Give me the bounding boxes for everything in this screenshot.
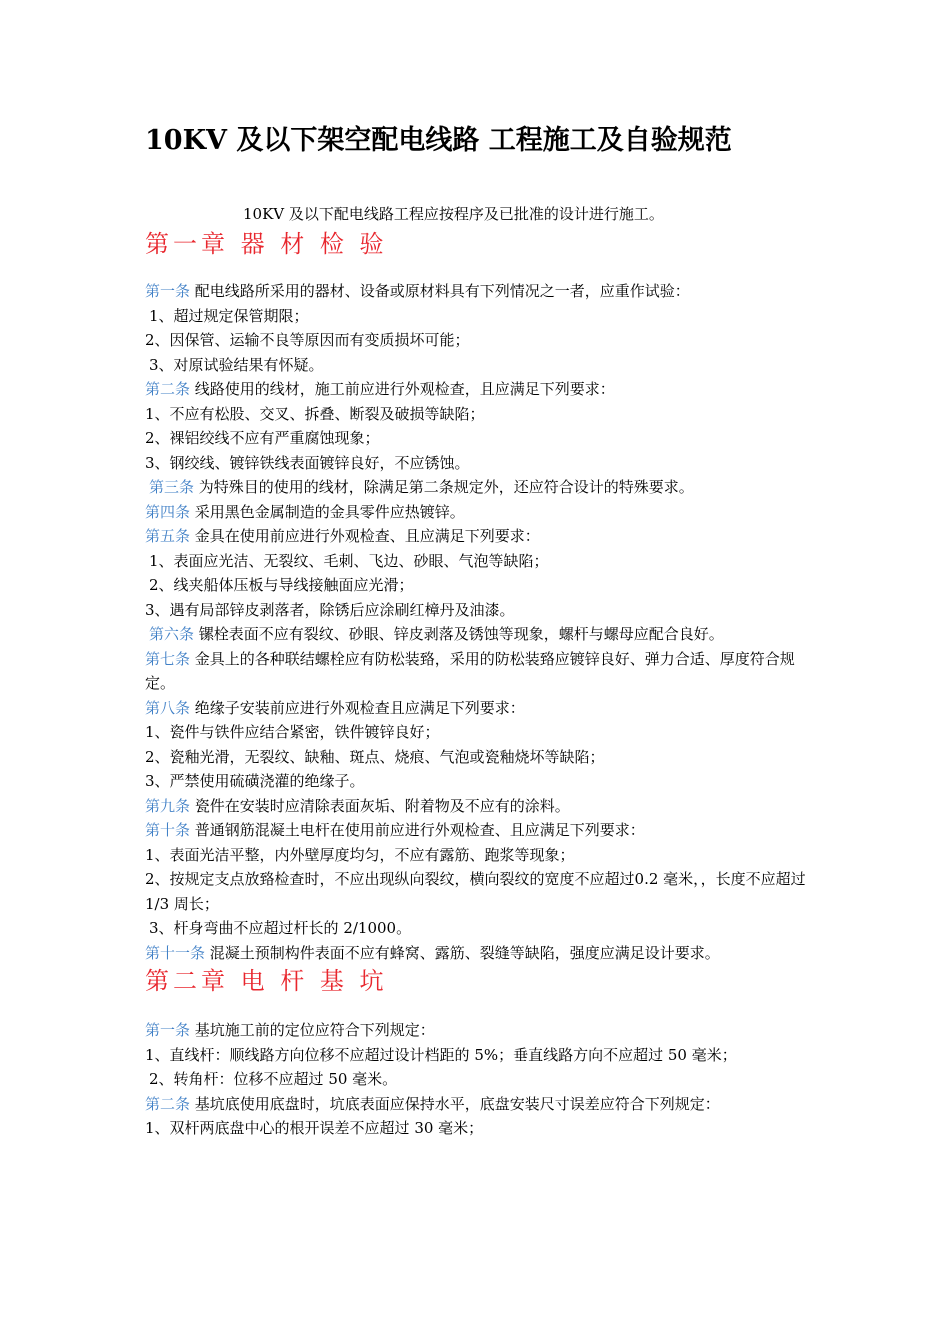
article-text: 镙栓表面不应有裂纹、砂眼、锌皮剥落及锈蚀等现象，螺杆与螺母应配合良好。 (194, 625, 724, 643)
article-text: 基坑底使用底盘时，坑底表面应保持水平，底盘安装尺寸误差应符合下列规定： (190, 1094, 720, 1113)
list-item: 3、严禁使用硫磺浇灌的绝缘子。 (145, 772, 365, 790)
list-item: 3、遇有局部锌皮剥落者，除锈后应涂刷红樟丹及油漆。 (145, 600, 515, 619)
article-line (145, 524, 813, 549)
list-item: 1、直线杆：顺线路方向位移不应超过设计档距的 5%；垂直线路方向不应超过 50 毫米； (145, 1045, 737, 1064)
list-item: 3、对原试验结果有怀疑。 (149, 355, 324, 374)
list-item: 3、钢绞线、镀锌铁线表面镀锌良好，不应锈蚀。 (145, 453, 470, 472)
article-text: 混凝土预制构件表面不应有蜂窝、露筋、裂缝等缺陷，强度应满足设计要求。 (205, 943, 720, 962)
article-label: 第七条 (145, 649, 191, 668)
article-label: 第二条 (145, 380, 191, 398)
article-text: 为特殊目的使用的线材，除满足第二条规定外，还应符合设计的特殊要求。 (194, 478, 694, 496)
article-label: 第三条 (149, 478, 195, 496)
article-line (145, 1092, 813, 1117)
list-item: 1、超过规定保管期限； (149, 306, 309, 325)
list-item: 1、表面光洁平整，内外壁厚度均匀，不应有露筋、跑浆等现象； (145, 845, 575, 864)
article-text: 基坑施工前的定位应符合下列规定： (190, 1021, 435, 1039)
document-intro: 10KV 及以下配电线路工程应按程序及已批准的设计进行施工。 (243, 205, 664, 223)
document-title: 10KV 及以下架空配电线路 工程施工及自验规范 (145, 125, 732, 156)
list-item: 2、线夹船体压板与导线接触面应光滑； (149, 576, 414, 594)
article-label: 第一条 (145, 282, 191, 300)
article-label: 第十条 (145, 821, 191, 839)
list-item: 1、双杆两底盘中心的根开误差不应超过 30 毫米； (145, 1119, 484, 1137)
article-label: 第六条 (149, 625, 195, 643)
article-label: 第八条 (145, 698, 191, 717)
article-text: 绝缘子安装前应进行外观检查且应满足下列要求： (190, 698, 525, 717)
list-item: 2、按规定支点放臵检查时，不应出现纵向裂纹，横向裂纹的宽度不应超过0.2 毫米，，长度不应超过 1/3 周长； (145, 870, 806, 913)
article-text: 瓷件在安装时应清除表面灰垢、附着物及不应有的涂料。 (190, 796, 570, 815)
document-body (145, 229, 813, 1141)
chapter-heading: 第二章 电 杆 基 坑 (145, 967, 388, 995)
article-line (145, 647, 813, 696)
article-text: 金具在使用前应进行外观检查、且应满足下列要求： (190, 527, 540, 545)
article-label: 第五条 (145, 527, 191, 545)
article-label: 第一条 (145, 1021, 191, 1039)
article-line (145, 279, 813, 304)
article-line (145, 941, 813, 966)
list-item: 3、杆身弯曲不应超过杆长的 2/1000。 (149, 919, 412, 937)
article-text: 配电线路所采用的器材、设备或原材料具有下列情况之一者，应重作试验： (190, 282, 690, 300)
article-line (145, 377, 813, 402)
list-item: 1、瓷件与铁件应结合紧密，铁件镀锌良好； (145, 723, 440, 741)
article-text: 采用黑色金属制造的金具零件应热镀锌。 (190, 502, 465, 521)
article-line (145, 622, 813, 647)
list-item: 2、瓷釉光滑，无裂纹、缺釉、斑点、烧痕、气泡或瓷釉烧坏等缺陷； (145, 747, 605, 766)
list-item: 2、转角杆：位移不应超过 50 毫米。 (149, 1070, 398, 1088)
article-label: 第四条 (145, 502, 191, 521)
article-line (145, 818, 813, 843)
article-text: 普通钢筋混凝土电杆在使用前应进行外观检查、且应满足下列要求： (190, 821, 645, 839)
article-line (145, 500, 813, 525)
article-line (145, 1018, 813, 1043)
article-line (145, 696, 813, 721)
article-text: 金具上的各种联结螺栓应有防松装臵，采用的防松装臵应镀锌良好、弹力合适、厚度符合规定。 (145, 649, 795, 692)
article-label: 第十一条 (145, 943, 206, 962)
article-line (145, 794, 813, 819)
chapter-heading: 第一章 器 材 检 验 (145, 230, 388, 258)
article-label: 第二条 (145, 1094, 191, 1113)
article-label: 第九条 (145, 796, 191, 815)
article-line (145, 475, 813, 500)
list-item: 2、裸铝绞线不应有严重腐蚀现象； (145, 429, 380, 447)
article-text: 线路使用的线材，施工前应进行外观检查，且应满足下列要求： (190, 380, 615, 398)
list-item: 2、因保管、运输不良等原因而有变质损坏可能； (145, 331, 470, 349)
list-item: 1、表面应光洁、无裂纹、毛刺、飞边、砂眼、气泡等缺陷； (149, 551, 549, 570)
list-item: 1、不应有松股、交叉、拆叠、断裂及破损等缺陷； (145, 404, 485, 423)
